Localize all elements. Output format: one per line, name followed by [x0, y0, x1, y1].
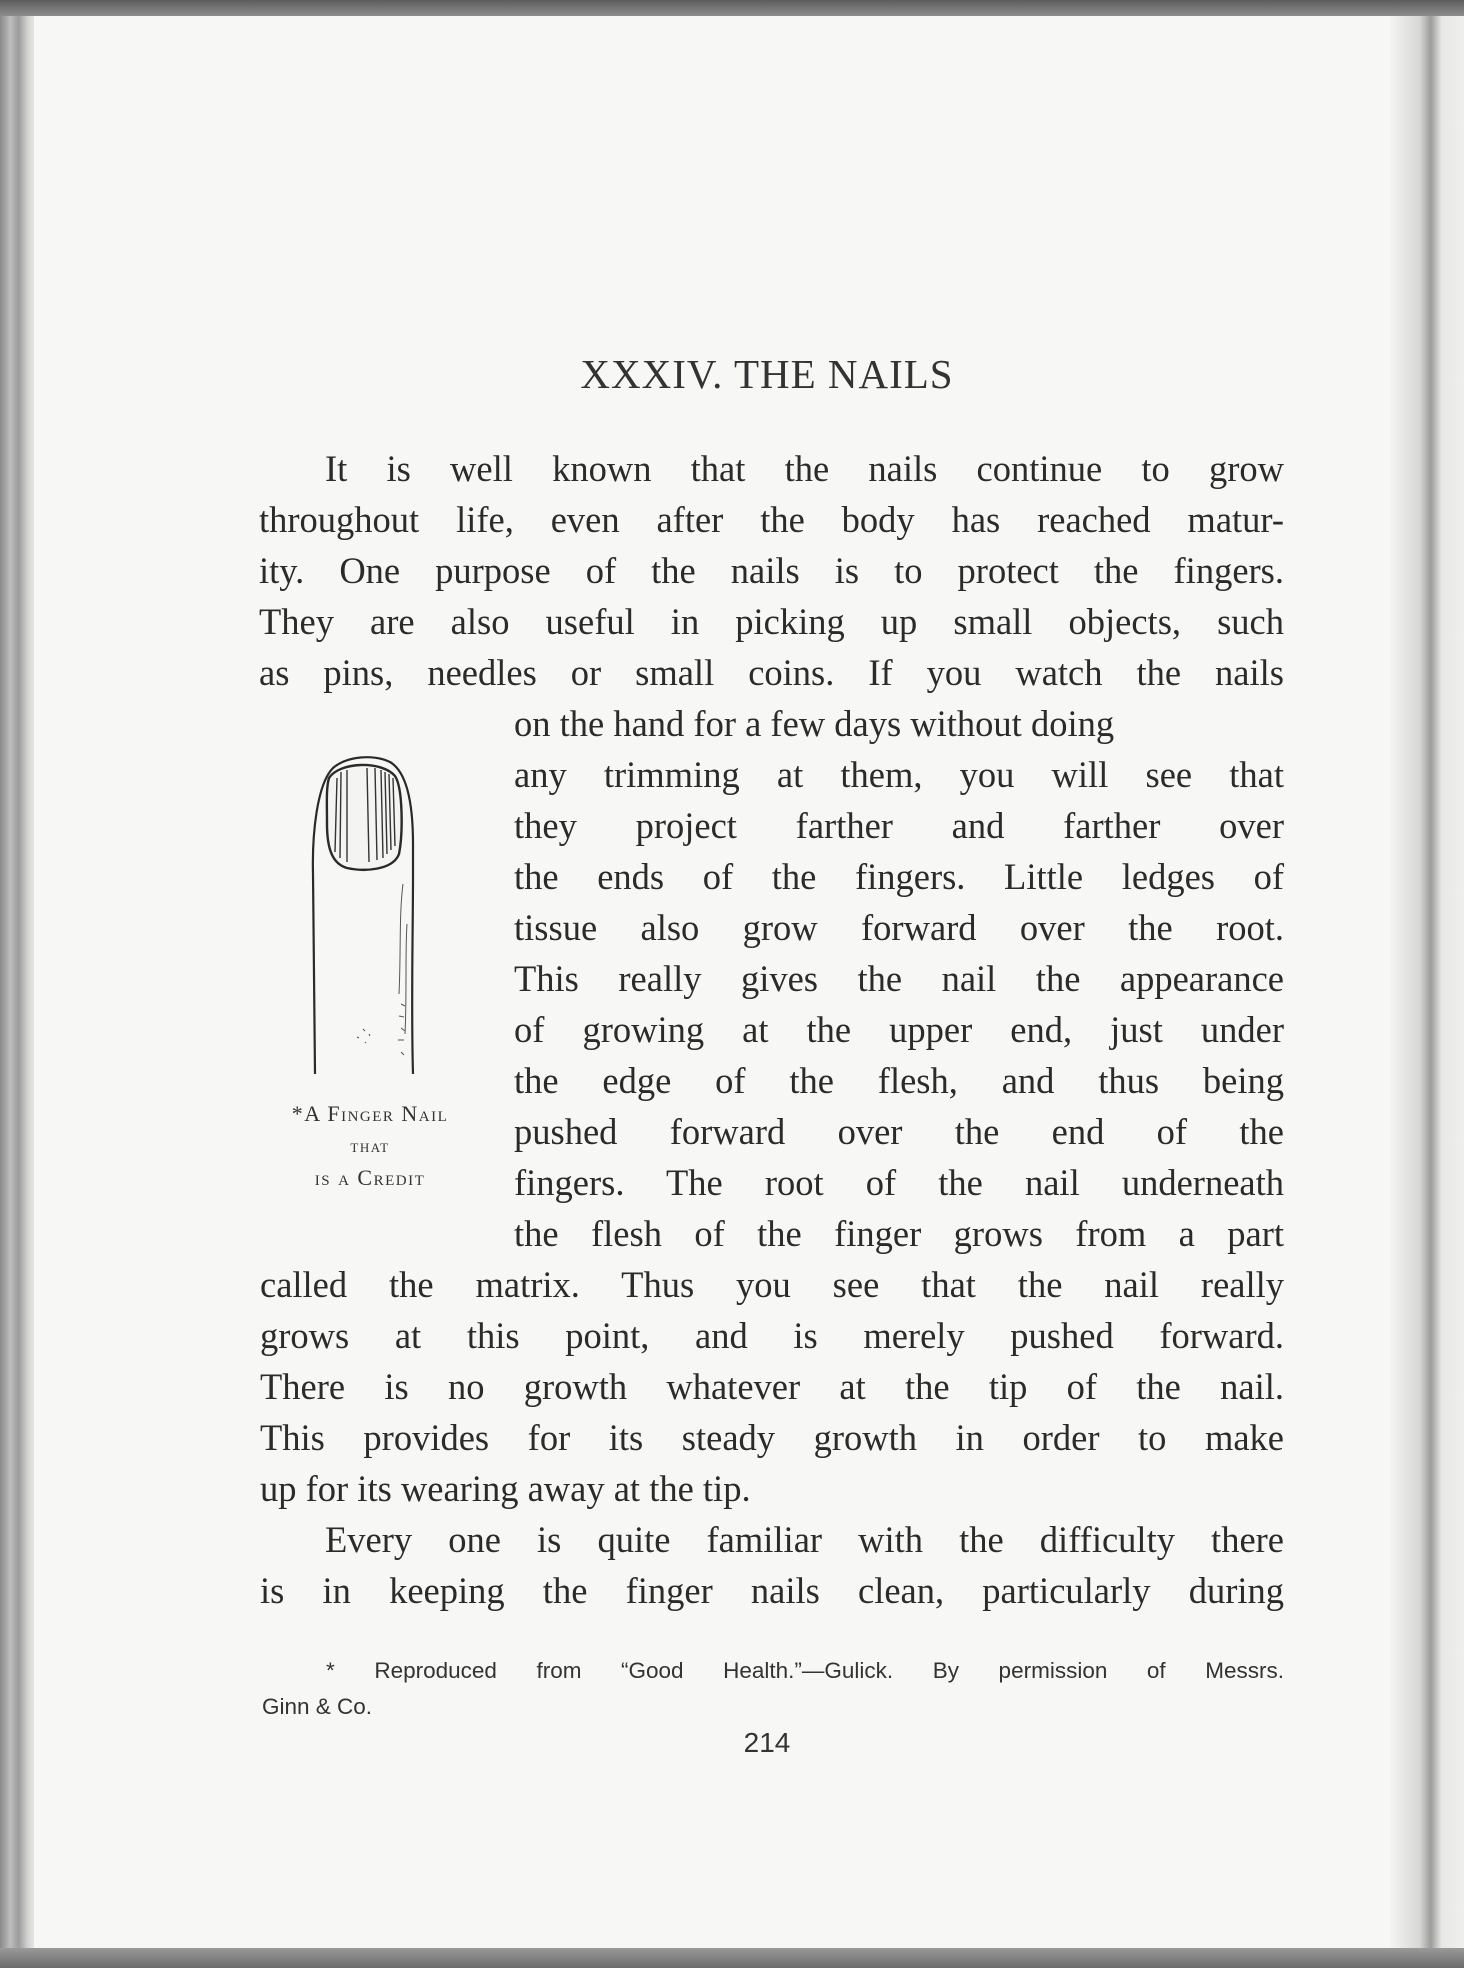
scan-top-edge: [0, 0, 1464, 16]
footnote-line: Ginn & Co.: [262, 1694, 373, 1719]
text-line: the flesh of the finger grows from a part: [514, 1213, 1284, 1254]
text-line: the ends of the fingers. Little ledges of: [514, 856, 1284, 897]
finger-nail-illustration: [295, 754, 445, 1084]
paragraph-2: [260, 1514, 1284, 1616]
text-line: any trimming at them, you will see that: [514, 754, 1284, 795]
text-line: grows at this point, and is merely pushed forward.: [260, 1315, 1284, 1356]
text-line: up for its wearing away at the tip.: [260, 1468, 751, 1509]
text-line: throughout life, even after the body has reached matur-: [259, 499, 1284, 540]
text-line: is in keeping the finger nails clean, particularly during: [260, 1570, 1284, 1611]
chapter-title: XXXIV. THE NAILS: [580, 351, 954, 397]
figure-caption: [250, 1098, 490, 1194]
finger-icon: [295, 754, 445, 1084]
figure-caption-line: that: [350, 1136, 390, 1156]
text-line: This really gives the nail the appearance: [514, 958, 1284, 999]
text-line: as pins, needles or small coins. If you watch the nails: [259, 652, 1284, 693]
text-line: Every one is quite familiar with the difficulty there: [325, 1519, 1284, 1560]
footnote-line: * Reproduced from “Good Health.”—Gulick. By permission of Messrs.: [326, 1658, 1284, 1683]
text-line: It is well known that the nails continue to grow: [325, 448, 1284, 489]
text-line: There is no growth whatever at the tip of the nail.: [260, 1366, 1284, 1407]
text-line: they project farther and farther over: [514, 805, 1284, 846]
figure-caption-line: is a Credit: [314, 1165, 426, 1190]
book-binding-edge: [0, 0, 34, 1968]
page-number: 214: [743, 1727, 791, 1758]
text-line: fingers. The root of the nail underneath: [514, 1162, 1284, 1203]
text-line: on the hand for a few days without doing: [514, 703, 1115, 744]
paragraph-1-intro: [260, 443, 1284, 698]
paragraph-1-end: [260, 1259, 1284, 1514]
scan-bottom-edge: [0, 1948, 1464, 1968]
paragraph-1-wrapped: [514, 698, 1284, 1259]
text-line: ity. One purpose of the nails is to protect the fingers.: [259, 550, 1284, 591]
text-line: pushed forward over the end of the: [514, 1111, 1284, 1152]
figure-caption-line: *A Finger Nail: [291, 1101, 449, 1126]
footnote: [262, 1653, 1284, 1725]
text-line: called the matrix. Thus you see that the nail really: [260, 1264, 1284, 1305]
text-line: They are also useful in picking up small objects, such: [259, 601, 1284, 642]
text-line: the edge of the flesh, and thus being: [514, 1060, 1284, 1101]
page-fold-edge: [1390, 0, 1464, 1968]
text-line: This provides for its steady growth in order to make: [260, 1417, 1284, 1458]
text-line: of growing at the upper end, just under: [514, 1009, 1284, 1050]
text-line: tissue also grow forward over the root.: [514, 907, 1284, 948]
